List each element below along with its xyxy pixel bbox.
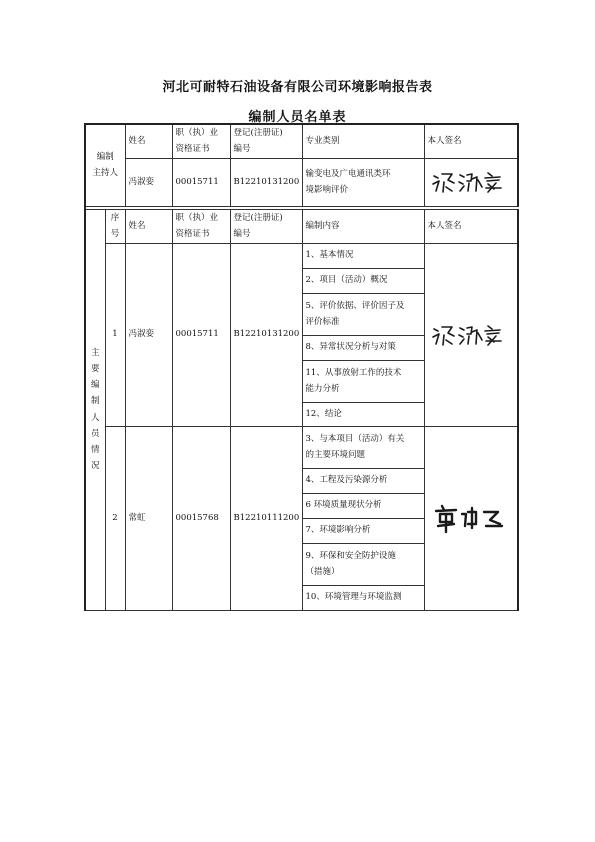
person-cert: 00015711	[172, 243, 230, 426]
host-reg-header: 登记(注册证) 编号	[230, 124, 302, 158]
content-item: 10、环境管理与环境监测	[302, 585, 424, 610]
main-header-row	[85, 209, 518, 243]
person-reg: B12210131200	[230, 243, 302, 426]
host-header-row	[85, 124, 518, 158]
content-item: 12、结论	[302, 402, 424, 426]
host-reg: B12210131200	[230, 158, 302, 206]
content-item: 11、从事放射工作的技术 能力分析	[302, 360, 424, 402]
host-signature-cell	[424, 158, 518, 206]
main-name-header: 姓名	[125, 209, 172, 243]
host-cert: 00015711	[172, 158, 230, 206]
handwritten-signature	[430, 167, 512, 197]
content-item: 2、项目（活动）概况	[302, 268, 424, 293]
person-seq: 1	[105, 243, 125, 426]
main-reg-header: 登记(注册证) 编号	[230, 209, 302, 243]
document-title: 河北可耐特石油设备有限公司环境影响报告表	[162, 80, 433, 95]
seq-header: 序 号	[105, 209, 125, 243]
content-item: 1、基本情况	[302, 243, 424, 268]
person-signature-cell	[424, 243, 518, 426]
host-data-row	[85, 158, 518, 206]
person-cert: 00015768	[172, 426, 230, 610]
person-name: 冯淑娈	[125, 243, 172, 426]
table-row	[85, 426, 518, 468]
handwritten-signature	[430, 320, 512, 350]
content-header: 编制内容	[302, 209, 424, 243]
table-title: 编制人员名单表	[248, 110, 347, 125]
host-name-header: 姓名	[125, 124, 172, 158]
host-category: 输变电及广电通讯类环 境影响评价	[302, 158, 424, 206]
person-reg: B12210111200	[230, 426, 302, 610]
person-seq: 2	[105, 426, 125, 610]
main-signature-header: 本人签名	[424, 209, 518, 243]
host-section-label: 编制 主持人	[85, 124, 125, 206]
host-cert-header: 职（执）业 资格证书	[172, 124, 230, 158]
content-item: 8、异常状况分析与对策	[302, 335, 424, 360]
main-cert-header: 职（执）业 资格证书	[172, 209, 230, 243]
person-name: 常虹	[125, 426, 172, 610]
content-item: 3、与本项目（活动）有关 的主要环境问题	[302, 426, 424, 468]
handwritten-signature	[432, 502, 510, 534]
content-item: 4、工程及污染源分析	[302, 468, 424, 493]
content-item: 5、评价依据、评价因子及 评价标准	[302, 293, 424, 335]
host-signature-header: 本人签名	[424, 124, 518, 158]
main-section-label: 主 要 编 制 人 员 情 况	[85, 209, 105, 610]
person-signature-cell	[424, 426, 518, 610]
table-row	[85, 243, 518, 268]
staff-roster-table	[84, 123, 519, 611]
content-item: 7、环境影响分析	[302, 518, 424, 543]
host-category-header: 专业类别	[302, 124, 424, 158]
host-name: 冯淑娈	[125, 158, 172, 206]
content-item: 9、环保和安全防护设施 （措施）	[302, 543, 424, 585]
content-item: 6 环境质量现状分析	[302, 493, 424, 518]
